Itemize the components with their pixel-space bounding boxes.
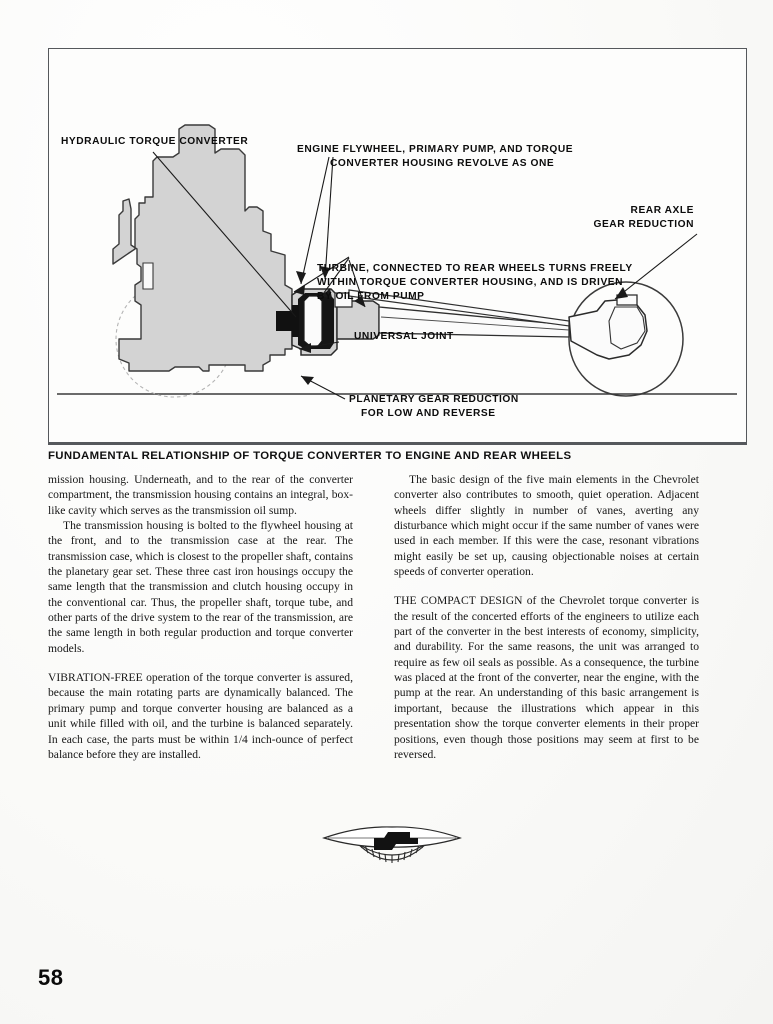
callout-planetary-line1: PLANETARY GEAR REDUCTION — [349, 394, 519, 405]
callout-turbine-line3: BY OIL FROM PUMP — [317, 291, 425, 302]
caption-divider-rule — [48, 443, 747, 445]
callout-rear-axle-line1: REAR AXLE — [630, 205, 694, 216]
paragraph: The basic design of the five main elements in the Chevrolet converter also contributes to smooth, quiet operation. Adjacent wheels differ slightly in number of vanes, averting any disturbance which might occur if the same number of vanes were used in each member. If this were the case, resonant vibrations might easily be set up, causing objectionable noises at certain speeds of converter operation. — [394, 473, 699, 579]
paragraph: THE COMPACT DESIGN of the Chevrolet torque converter is the result of the concerted efforts of the engineers to utilize each part of the converter in the best interests of economy, simplicity, and durability. For the same reasons, the unit was arranged to require as few oil seals as possible. As a consequence, the turbine was placed at the front of the converter, near the engine, with the pump at the rear. An understanding of this basic arrangement is important, because the illustrations which appear in this presentation show the torque converter elements in their proper positions, even though those positions may seem at first to be reversed. — [394, 594, 699, 761]
callout-engine-flywheel-line2: CONVERTER HOUSING REVOLVE AS ONE — [330, 158, 555, 169]
chevrolet-bowtie-wing-icon — [318, 818, 466, 880]
paragraph: mission housing. Underneath, and to the rear of the converter compartment, the transmission housing contains an integral, box-like cavity which serves as the transmission oil sump. — [48, 473, 353, 517]
torque-converter-cutaway-diagram — [49, 49, 747, 443]
chevrolet-emblem — [318, 818, 466, 880]
callout-planetary-line2: FOR LOW AND REVERSE — [361, 408, 496, 419]
figure-illustration-frame — [48, 48, 747, 443]
callout-turbine-line2: WITHIN TORQUE CONVERTER HOUSING, AND IS DRIVEN — [317, 277, 624, 288]
left-column — [48, 472, 353, 762]
callout-engine-flywheel-line1: ENGINE FLYWHEEL, PRIMARY PUMP, AND TORQUE — [297, 144, 574, 155]
paragraph: The transmission housing is bolted to the flywheel housing at the front, and to the transmission case at the rear. The transmission case, which is closest to the propeller shaft, contains the planetary gear set. These three cast iron housings occupy the same length that the transmission and clutch housing occupy in the conventional car. Thus, the propeller shaft, torque tube, and other parts of the drive system to the rear of the transmission, are the same length in both regular production and torque converter models. — [48, 519, 353, 655]
right-column — [394, 472, 699, 762]
body-columns — [48, 472, 748, 762]
callout-universal-joint: UNIVERSAL JOINT — [354, 331, 454, 342]
figure-caption: FUNDAMENTAL RELATIONSHIP OF TORQUE CONVERTER TO ENGINE AND REAR WHEELS — [48, 450, 572, 462]
page-number: 58 — [38, 965, 64, 990]
paragraph: VIBRATION-FREE operation of the torque converter is assured, because the main rotating parts are dynamically balanced. The primary pump and torque converter housing are balanced as a unit while filled with oil, and the turbine is balanced separately. In each case, the parts must be within 1/4 inch-ounce of perfect balance before they are installed. — [48, 671, 353, 761]
callout-rear-axle-line2: GEAR REDUCTION — [593, 219, 694, 230]
callout-turbine-line1: TURBINE, CONNECTED TO REAR WHEELS TURNS FREELY — [317, 263, 633, 274]
callout-hydraulic-torque-converter: HYDRAULIC TORQUE CONVERTER — [61, 136, 249, 147]
